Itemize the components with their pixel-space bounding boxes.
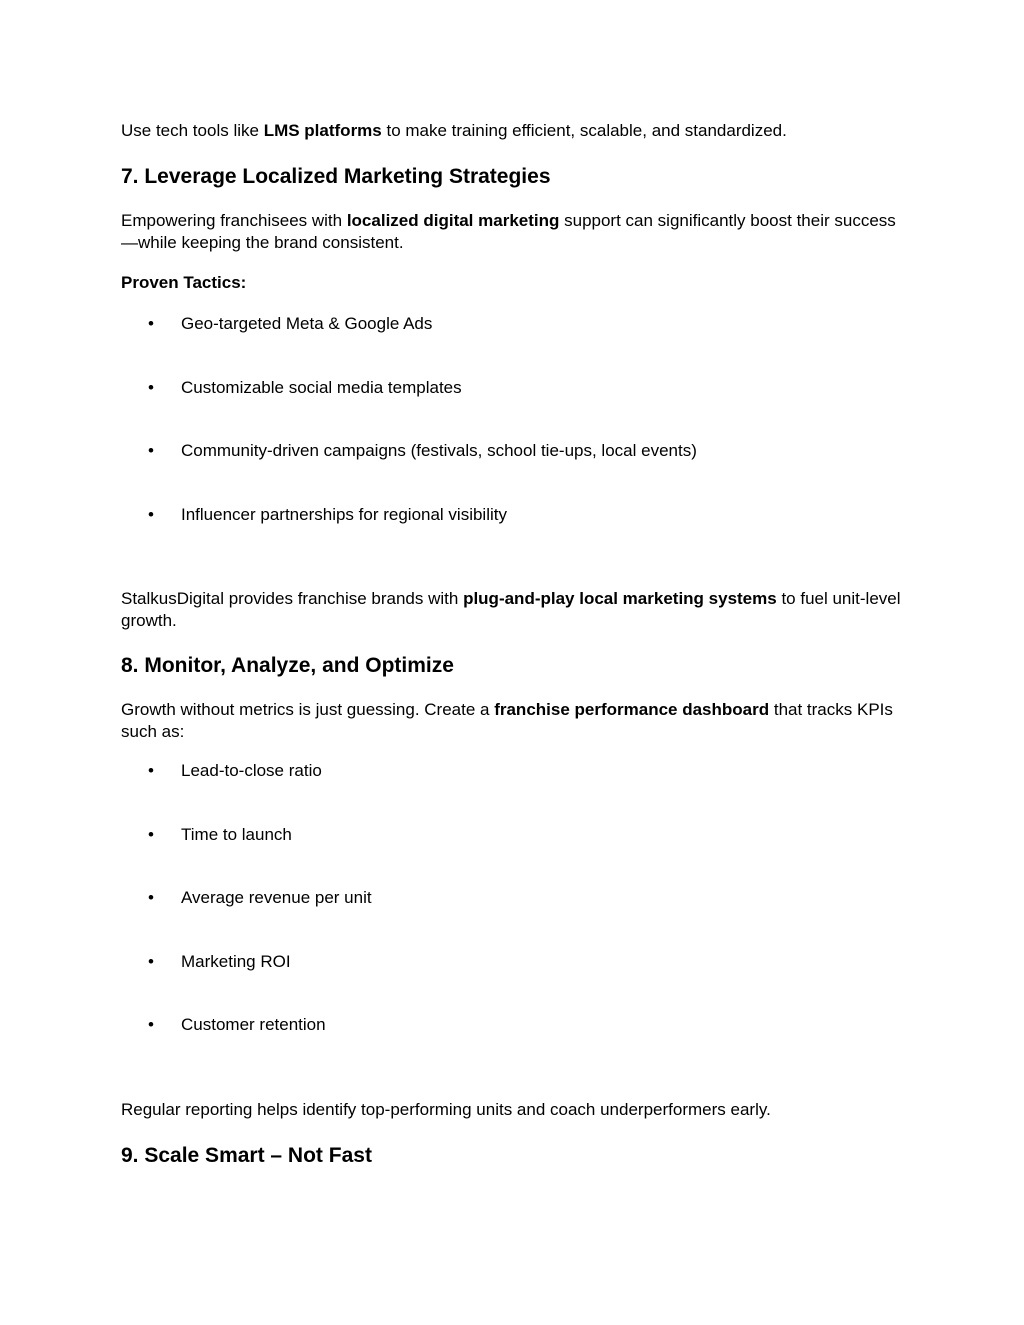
list-item: • Community-driven campaigns (festivals, school tie-ups, local events)	[181, 441, 697, 461]
intro-paragraph: Use tech tools like LMS platforms to make training efficient, scalable, and standardized.	[121, 121, 787, 140]
section-8-closing-paragraph: Regular reporting helps identify top-performing units and coach underperformers early.	[121, 1100, 771, 1119]
section-7-paragraph: Empowering franchisees with localized digital marketing support can significantly boost their success—while keeping the brand consistent.	[121, 211, 896, 252]
heading-section-8: 8. Monitor, Analyze, and Optimize	[121, 654, 454, 677]
list-item: • Average revenue per unit	[181, 888, 372, 908]
heading-section-7: 7. Leverage Localized Marketing Strategies	[121, 165, 551, 188]
list-item: • Influencer partnerships for regional visibility	[181, 505, 507, 525]
list-item: • Lead-to-close ratio	[181, 761, 322, 781]
list-item: • Marketing ROI	[181, 952, 291, 972]
list-item: • Geo-targeted Meta & Google Ads	[181, 314, 432, 334]
heading-section-9: 9. Scale Smart – Not Fast	[121, 1144, 372, 1167]
list-item: • Customer retention	[181, 1015, 326, 1035]
list-item: • Time to launch	[181, 825, 292, 845]
section-7-closing-paragraph: StalkusDigital provides franchise brands with plug-and-play local marketing systems to fuel unit-level growth.	[121, 589, 901, 630]
proven-tactics-label: Proven Tactics:	[121, 273, 247, 292]
list-item: • Customizable social media templates	[181, 378, 462, 398]
section-8-paragraph: Growth without metrics is just guessing. Create a franchise performance dashboard that tracks KPIs such as:	[121, 700, 893, 741]
